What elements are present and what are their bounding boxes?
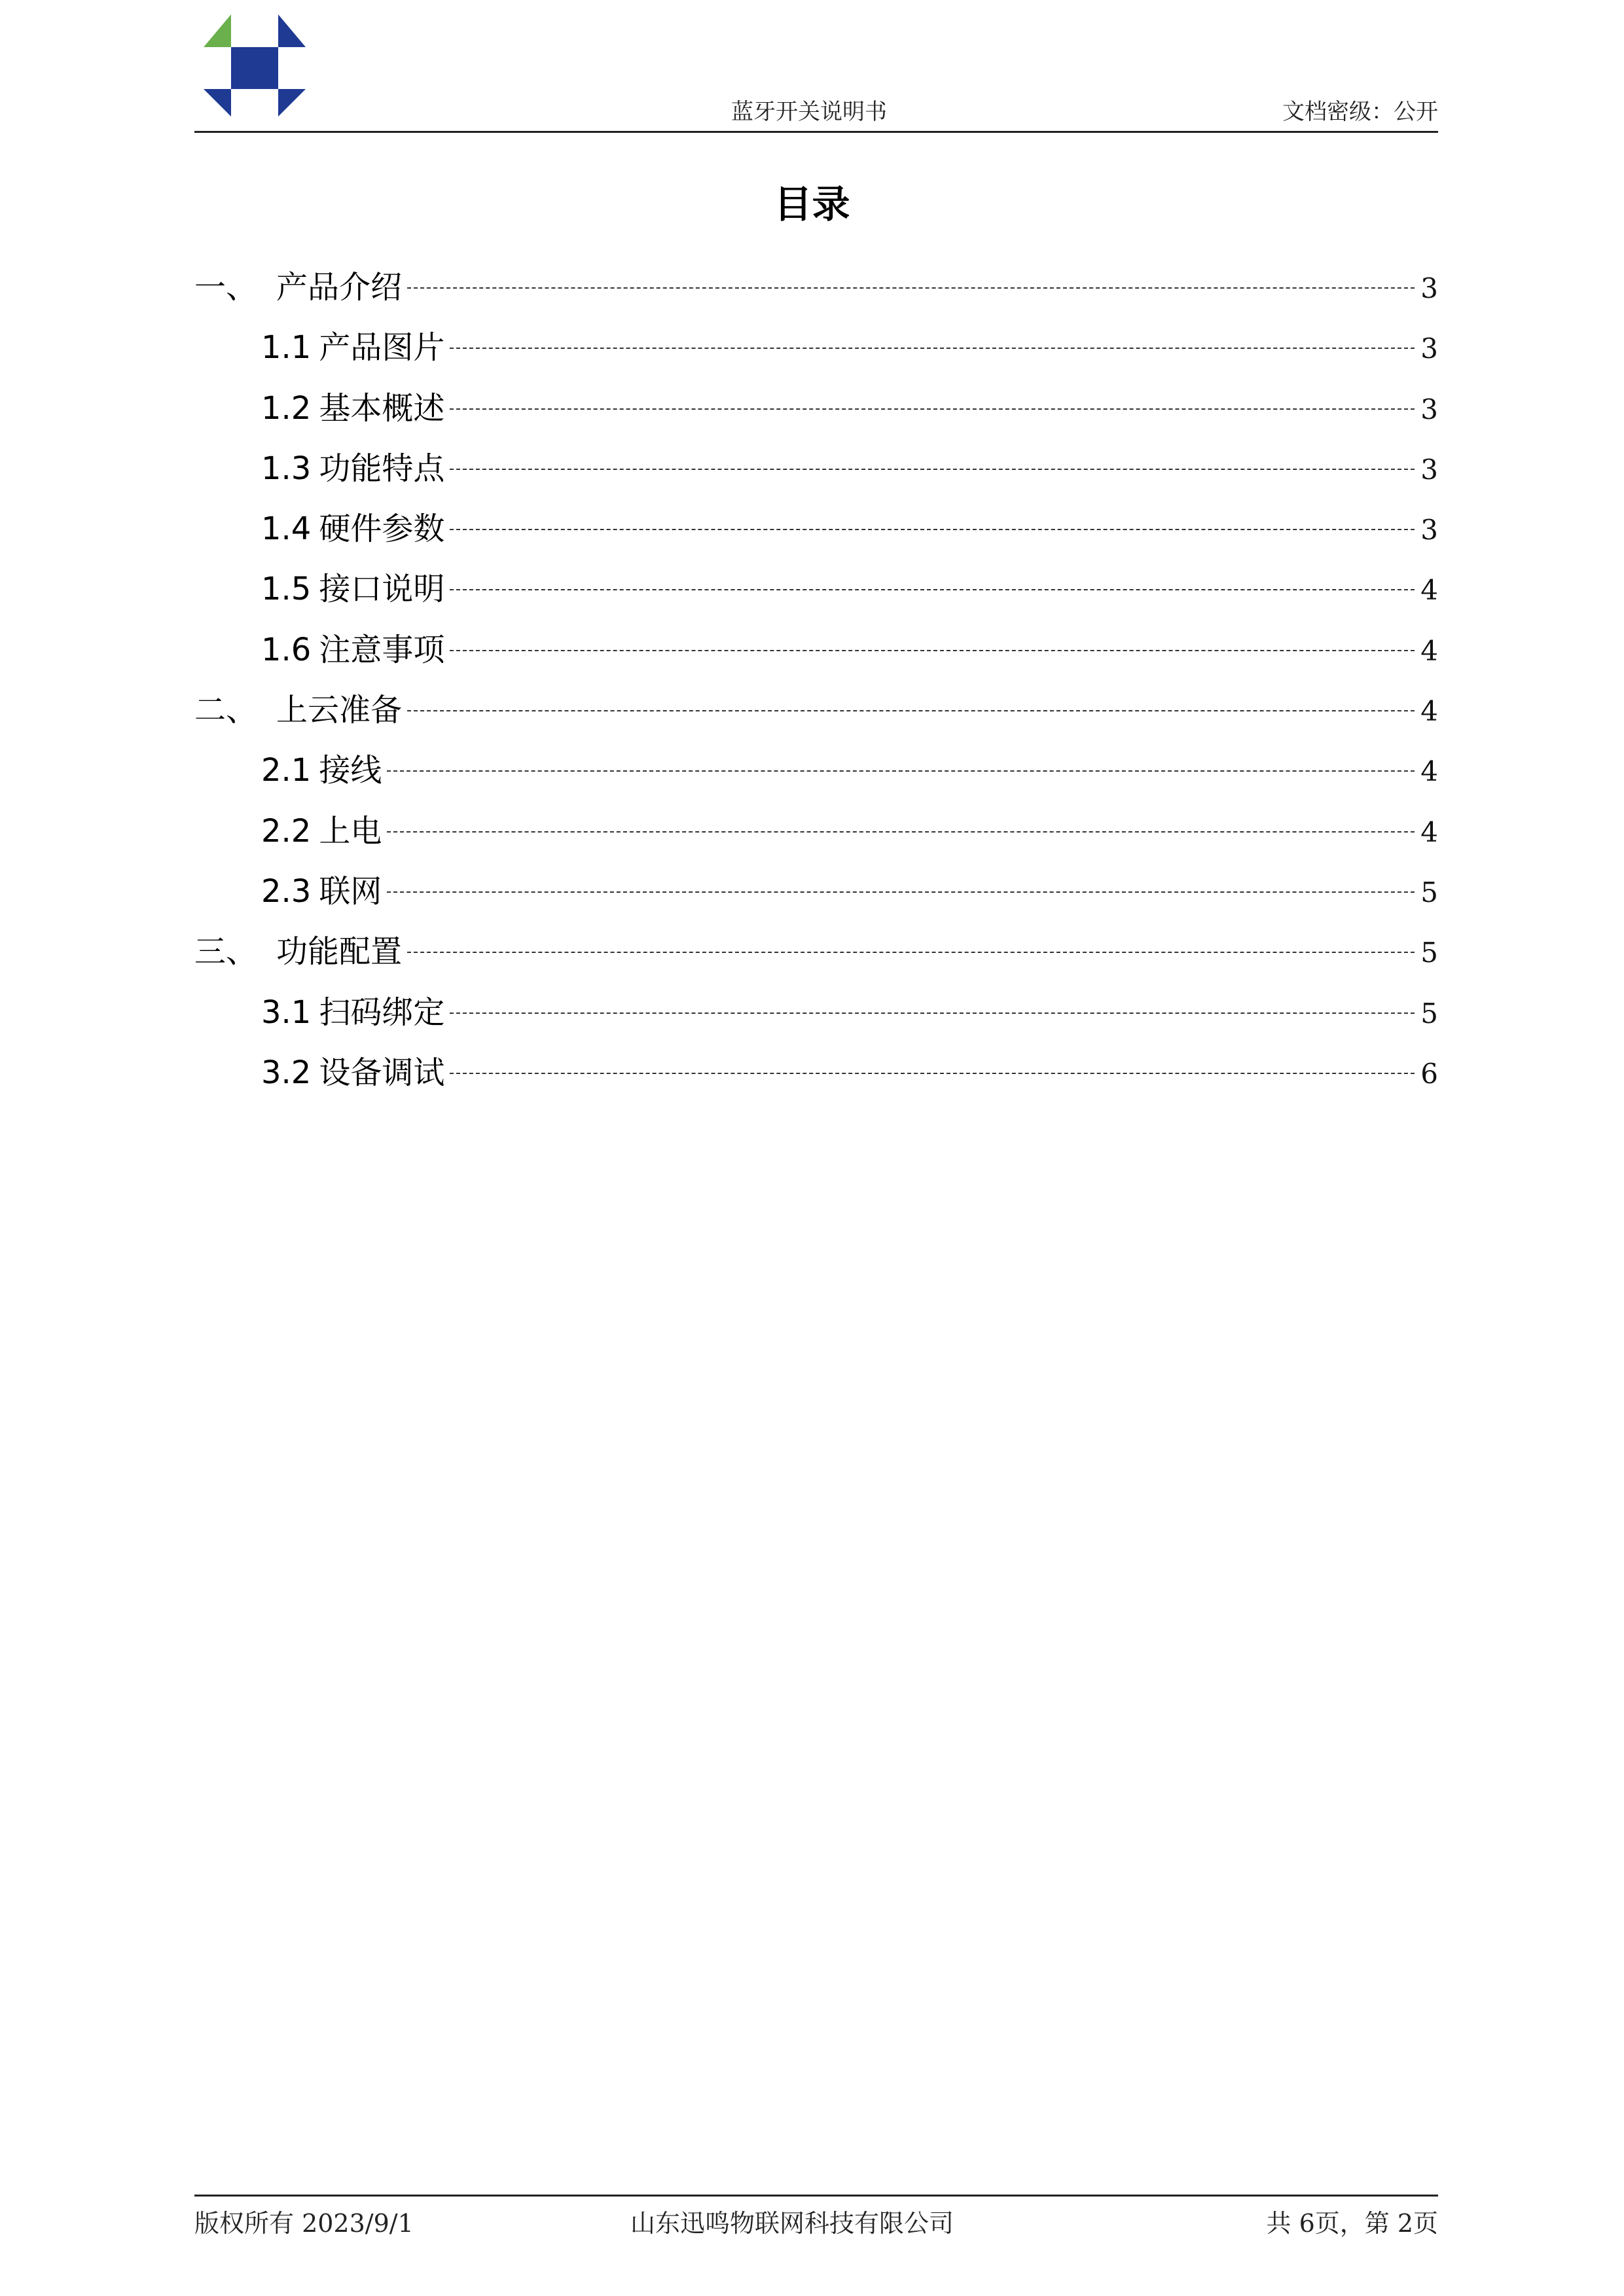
toc-dot-leader [450, 348, 1415, 349]
toc-entry-number: 1.4 [261, 511, 312, 548]
toc-entry-number: 三、 [194, 933, 258, 971]
toc-entry-1-1[interactable] [194, 322, 1438, 382]
toc-entry-page: 5 [1420, 997, 1438, 1030]
toc-title: 目录 [774, 182, 850, 226]
toc-entry-chapter-3[interactable] [194, 926, 1438, 986]
toc-entry-page: 4 [1420, 755, 1438, 788]
toc-entry-page: 4 [1420, 634, 1438, 667]
toc-entry-number: 1.5 [261, 571, 312, 608]
toc-entry-page: 4 [1420, 695, 1438, 728]
toc-dot-leader [407, 710, 1415, 711]
toc-dot-leader [450, 589, 1415, 590]
toc-dot-leader [387, 831, 1415, 833]
toc-entry-label: 上云准备 [276, 692, 403, 729]
toc-entry-number: 1.3 [261, 450, 312, 487]
toc-entry-page: 4 [1420, 574, 1438, 607]
footer-copyright: 版权所有 2023/9/1 [194, 2209, 414, 2238]
company-logo-icon [204, 14, 306, 117]
toc-entry-2-3[interactable] [194, 866, 1438, 926]
page-header [194, 12, 1438, 133]
toc-entry-page: 3 [1420, 514, 1438, 547]
toc-entry-2-2[interactable] [194, 806, 1438, 866]
toc-entry-page: 6 [1420, 1057, 1438, 1090]
toc-dot-leader [450, 1013, 1415, 1014]
toc-dot-leader [450, 408, 1415, 410]
toc-dot-leader [450, 650, 1415, 651]
toc-dot-leader [450, 1073, 1415, 1074]
toc-entry-number: 3.1 [261, 994, 312, 1031]
toc-entry-label: 扫码绑定 [319, 994, 445, 1031]
toc-entry-3-2[interactable] [194, 1047, 1438, 1107]
toc-entry-number: 1.1 [261, 329, 312, 367]
toc-entry-page: 3 [1420, 332, 1438, 365]
toc-entry-number: 1.2 [261, 389, 312, 427]
toc-entry-number: 1.6 [261, 631, 312, 668]
toc-entry-1-2[interactable] [194, 383, 1438, 443]
toc-entry-page: 3 [1420, 393, 1438, 425]
toc-entry-label: 联网 [319, 872, 382, 910]
toc-entry-label: 接口说明 [319, 571, 445, 608]
document-title: 蓝牙开关说明书 [731, 99, 887, 125]
toc-entry-page: 5 [1420, 937, 1438, 969]
footer-page-info: 共 6页，第 2页 [1266, 2209, 1438, 2238]
page-footer [194, 2195, 1438, 2249]
footer-company: 山东迅鸣物联网科技有限公司 [630, 2209, 954, 2238]
toc-entry-1-4[interactable] [194, 503, 1438, 564]
toc-entry-number: 2.1 [261, 752, 312, 789]
toc-entry-3-1[interactable] [194, 987, 1438, 1047]
toc-entry-number: 3.2 [261, 1054, 312, 1091]
toc-entry-page: 3 [1420, 453, 1438, 486]
toc-entry-label: 功能特点 [319, 450, 445, 487]
toc-entry-page: 4 [1420, 816, 1438, 848]
toc-dot-leader [407, 952, 1415, 953]
toc-entry-chapter-1[interactable] [194, 262, 1438, 322]
document-secret-level: 文档密级：公开 [1282, 99, 1438, 125]
toc-entry-label: 注意事项 [319, 631, 445, 668]
toc-dot-leader [450, 469, 1415, 470]
toc-entry-number: 二、 [194, 692, 258, 729]
toc-entry-number: 2.2 [261, 812, 312, 850]
table-of-contents [194, 262, 1438, 1107]
toc-entry-2-1[interactable] [194, 745, 1438, 805]
toc-entry-label: 上电 [319, 812, 382, 850]
toc-entry-1-6[interactable] [194, 624, 1438, 685]
toc-entry-1-5[interactable] [194, 564, 1438, 624]
toc-entry-label: 接线 [319, 752, 382, 789]
toc-entry-label: 基本概述 [319, 389, 445, 427]
toc-dot-leader [450, 529, 1415, 530]
toc-dot-leader [407, 287, 1415, 289]
toc-dot-leader [387, 770, 1415, 772]
toc-entry-chapter-2[interactable] [194, 685, 1438, 745]
toc-entry-label: 产品图片 [319, 329, 445, 367]
toc-entry-page: 5 [1420, 876, 1438, 908]
toc-entry-label: 设备调试 [319, 1054, 445, 1091]
toc-entry-label: 功能配置 [276, 933, 403, 971]
toc-entry-page: 3 [1420, 272, 1438, 304]
toc-entry-label: 硬件参数 [319, 511, 445, 548]
toc-entry-1-3[interactable] [194, 443, 1438, 503]
toc-entry-label: 产品介绍 [276, 269, 403, 306]
toc-entry-number: 2.3 [261, 872, 312, 910]
toc-dot-leader [387, 891, 1415, 893]
toc-entry-number: 一、 [194, 269, 258, 306]
